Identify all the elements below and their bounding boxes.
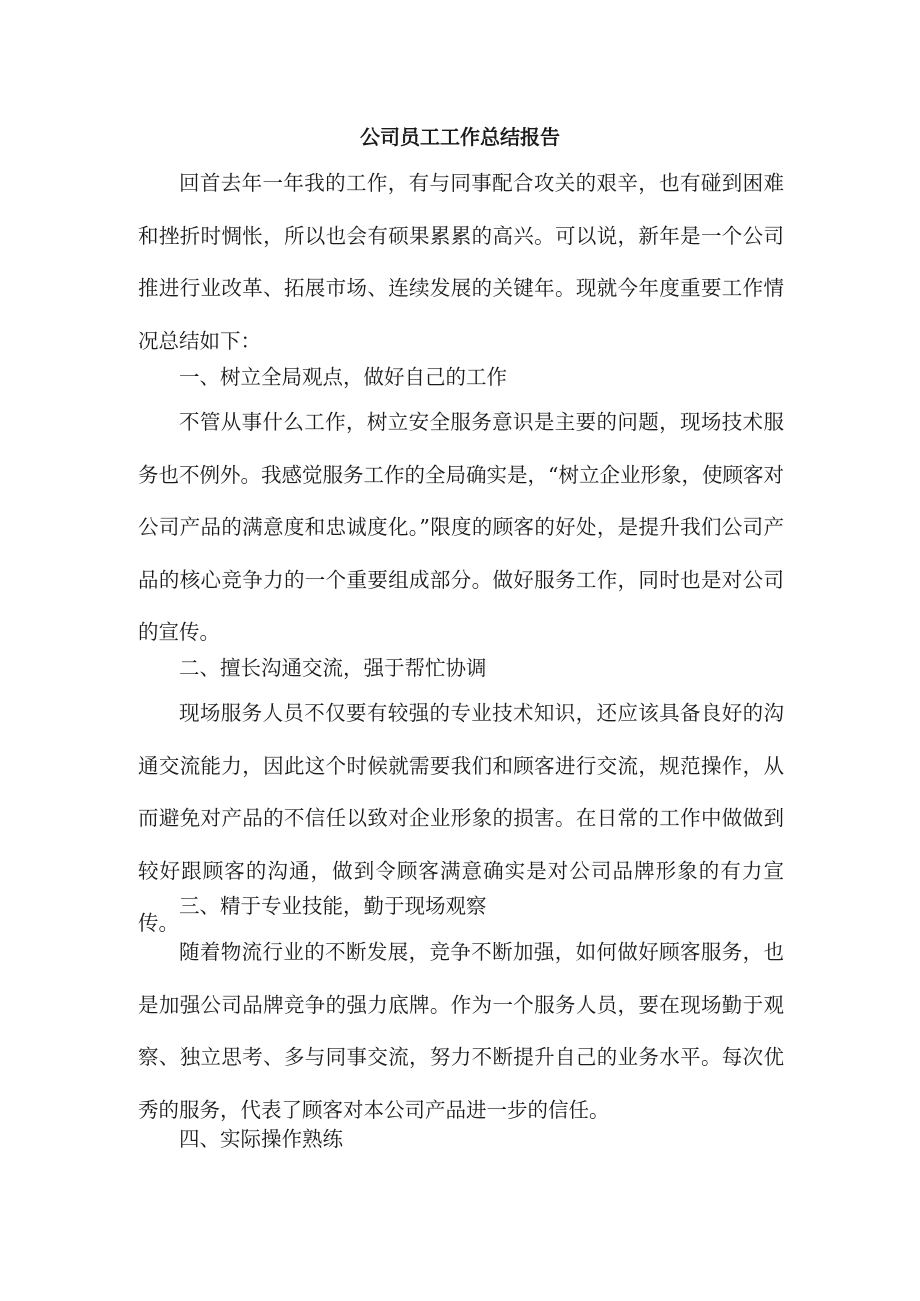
section-2-heading: 二、擅长沟通交流，强于帮忙协调 bbox=[179, 656, 487, 680]
intro-paragraph: 回首去年一年我的工作，有与同事配合攻关的艰辛，也有碰到困难和挫折时惆怅，所以也会有硕果累累的高兴。可以说，新年是一个公司推进行业改革、拓展市场、连续发展的关键年。现就今年度重要工作情况总结如下： bbox=[138, 171, 784, 353]
document-title: 公司员工工作总结报告 bbox=[360, 125, 560, 149]
section-1-heading: 一、树立全局观点，做好自己的工作 bbox=[179, 365, 507, 389]
section-3-body: 随着物流行业的不断发展，竞争不断加强，如何做好顾客服务，也是加强公司品牌竞争的强力底牌。作为一个服务人员，要在现场勤于观察、独立思考、多与同事交流，努力不断提升自己的业务水平。每次优秀的服务，代表了顾客对本公司产品进一步的信任。 bbox=[138, 940, 784, 1122]
section-1-body: 不管从事什么工作，树立安全服务意识是主要的问题，现场技术服务也不例外。我感觉服务工作的全局确实是，“树立企业形象，使顾客对公司产品的满意度和忠诚度化。”限度的顾客的好处，是提升我们公司产品的核心竞争力的一个重要组成部分。做好服务工作，同时也是对公司的宣传。 bbox=[138, 410, 784, 644]
section-4-heading: 四、实际操作熟练 bbox=[179, 1127, 343, 1151]
section-2-body: 现场服务人员不仅要有较强的专业技术知识，还应该具备良好的沟通交流能力，因此这个时候就需要我们和顾客进行交流，规范操作，从而避免对产品的不信任以致对企业形象的损害。在日常的工作中做做到较好跟顾客的沟通，做到令顾客满意确实是对公司品牌形象的有力宣传。 bbox=[138, 701, 784, 935]
section-3-heading: 三、精于专业技能，勤于现场观察 bbox=[179, 894, 487, 918]
